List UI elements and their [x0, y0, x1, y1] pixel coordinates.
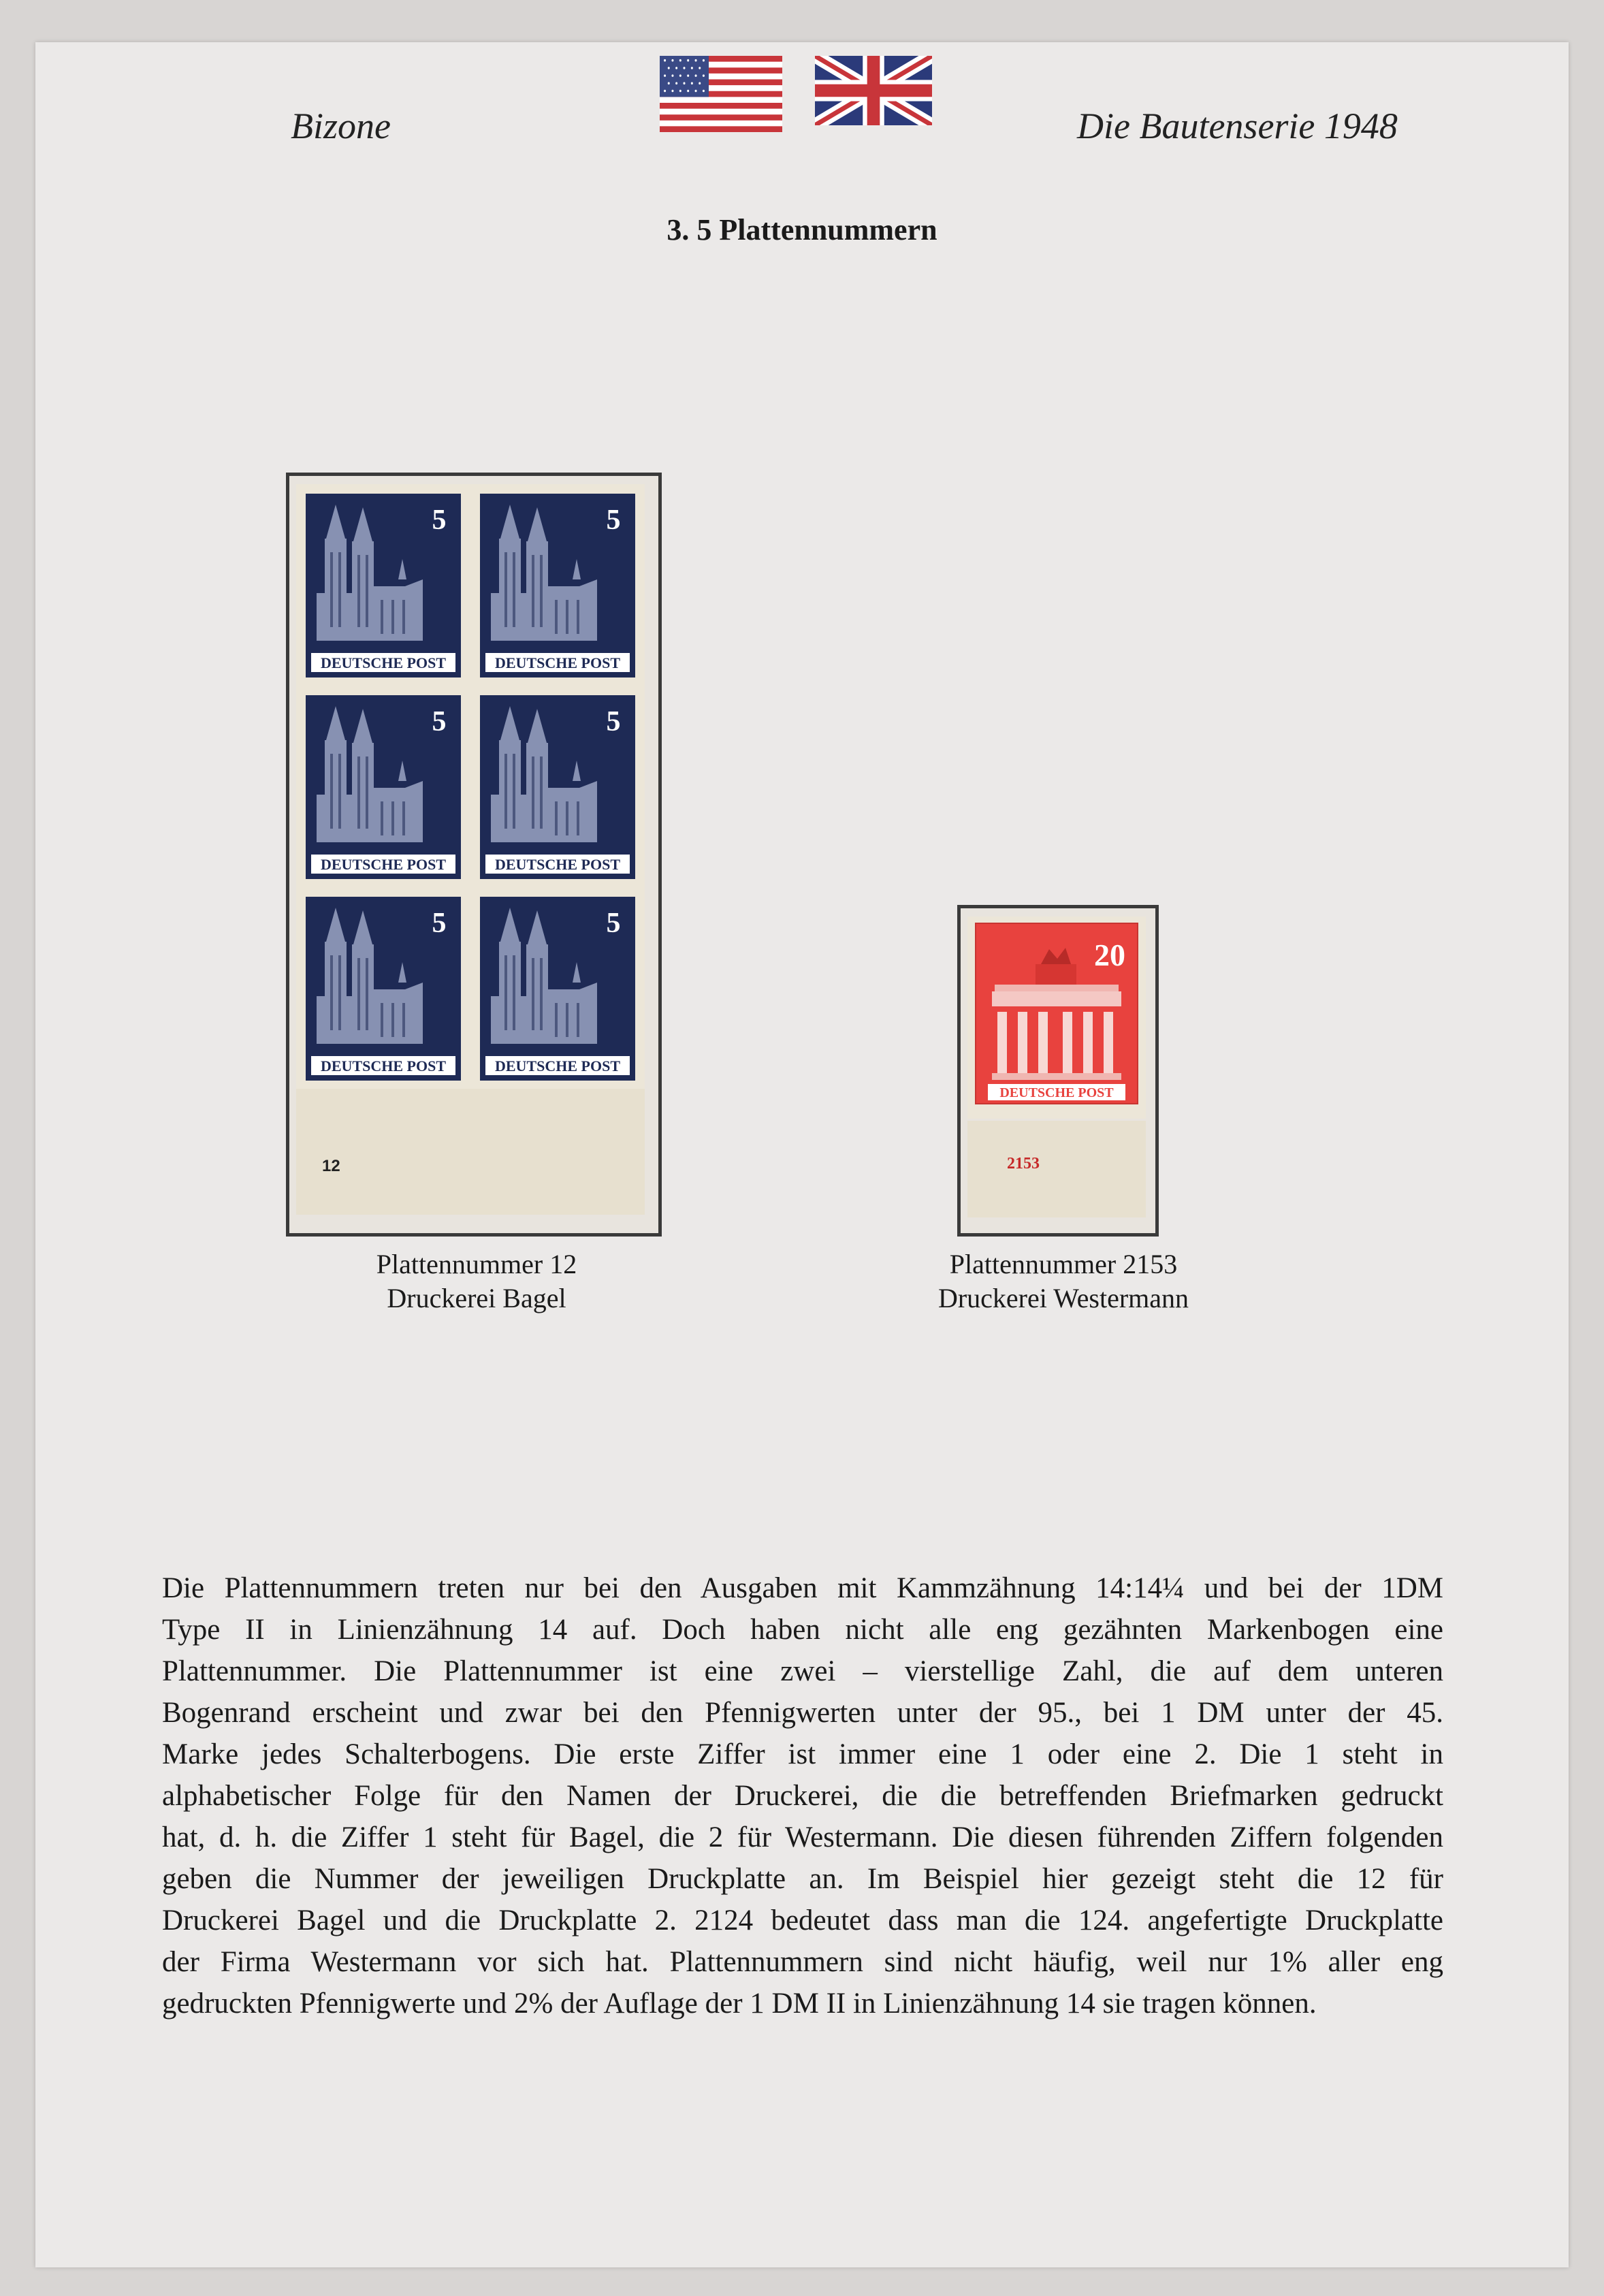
cologne-cathedral-icon	[296, 484, 470, 686]
stamp-5-pf	[296, 887, 470, 1089]
text-line: gedruckten Pfennigwerte und 2% der Auflage der 1 DM II in Linienzähnung 14 sie tragen können.	[162, 1988, 1317, 2020]
stamp-label: DEUTSCHE POST	[321, 654, 446, 671]
stamp-value: 5	[432, 706, 447, 737]
stamp-label: DEUTSCHE POST	[495, 654, 620, 671]
text-line: Plattennummer. Die Plattennummer ist eine zwei – vierstellige Zahl, die auf dem unteren	[162, 1655, 1443, 1687]
text-line: Bogenrand erscheint und zwar bei den Pfennigwerten unter der 95., bei 1 DM unter der 45.	[162, 1697, 1443, 1729]
stamp-value: 5	[432, 908, 447, 939]
text-line: geben die Nummer der jeweiligen Druckplatte an. Im Beispiel hier gezeigt steht die 12 für	[162, 1863, 1443, 1895]
stamp-label: DEUTSCHE POST	[999, 1085, 1114, 1100]
page-title: 3. 5 Plattennummern	[667, 213, 937, 246]
header-right-text: Die Bautenserie 1948	[1077, 106, 1398, 146]
header-left-text: Bizone	[291, 106, 391, 146]
text-line: Marke jedes Schalterbogens. Die erste Ziffer ist immer eine 1 oder eine 2. Die 1 steht in	[162, 1738, 1443, 1770]
stamp-label: DEUTSCHE POST	[495, 856, 620, 873]
stamp-label: DEUTSCHE POST	[321, 856, 446, 873]
brandenburg-gate-icon	[967, 916, 1146, 1119]
stamp-5-pf	[296, 484, 470, 686]
caption-single	[920, 1247, 1206, 1316]
cologne-cathedral-icon	[470, 686, 645, 887]
stamp-5-pf	[470, 686, 645, 887]
stamp-block-mount	[286, 473, 662, 1237]
plate-number: 12	[322, 1157, 340, 1175]
stamp-20-pf	[967, 916, 1146, 1119]
sheet-margin	[296, 1089, 645, 1215]
text-line: Die Plattennummern treten nur bei den Ausgaben mit Kammzähnung 14:14¼ und bei der 1DM	[162, 1572, 1443, 1604]
album-page	[35, 42, 1569, 2267]
uk-flag-icon	[815, 56, 932, 125]
text-line: Type II in Linienzähnung 14 auf. Doch haben nicht alle eng gezähnten Markenbogen eine	[162, 1614, 1443, 1646]
description-paragraph	[162, 1567, 1443, 2024]
cologne-cathedral-icon	[470, 484, 645, 686]
stamp-label: DEUTSCHE POST	[321, 1057, 446, 1074]
caption-line: Plattennummer 2153	[949, 1249, 1178, 1279]
caption-block	[340, 1247, 613, 1316]
stamp-value: 5	[606, 706, 621, 737]
caption-line: Druckerei Bagel	[387, 1283, 566, 1313]
cologne-cathedral-icon	[296, 686, 470, 887]
caption-line: Plattennummer 12	[376, 1249, 577, 1279]
text-line: hat, d. h. die Ziffer 1 steht für Bagel, die 2 für Westermann. Die diesen führenden Ziffern folgenden	[162, 1821, 1443, 1853]
stamp-5-pf	[470, 887, 645, 1089]
stamp-value: 5	[432, 505, 447, 536]
caption-line: Druckerei Westermann	[937, 1283, 1189, 1313]
sheet-margin	[967, 1121, 1146, 1217]
text-line: der Firma Westermann vor sich hat. Plattennummern sind nicht häufig, weil nur 1% aller eng	[162, 1946, 1443, 1978]
single-stamp-mount	[957, 905, 1159, 1237]
us-flag-icon	[660, 56, 782, 132]
stamp-value: 20	[1094, 938, 1125, 972]
cologne-cathedral-icon	[296, 887, 470, 1089]
plate-number: 2153	[1007, 1155, 1040, 1173]
text-line: alphabetischer Folge für den Namen der Druckerei, die die betreffenden Briefmarken gedruckt	[162, 1780, 1443, 1812]
stamp-value: 5	[606, 908, 621, 939]
stamp-5-pf	[296, 686, 470, 887]
stamp-value: 5	[606, 505, 621, 536]
cologne-cathedral-icon	[470, 887, 645, 1089]
stamp-5-pf	[470, 484, 645, 686]
text-line: Druckerei Bagel und die Druckplatte 2. 2124 bedeutet dass man die 124. angefertigte Druckplatte	[162, 1904, 1443, 1936]
stamp-label: DEUTSCHE POST	[495, 1057, 620, 1074]
